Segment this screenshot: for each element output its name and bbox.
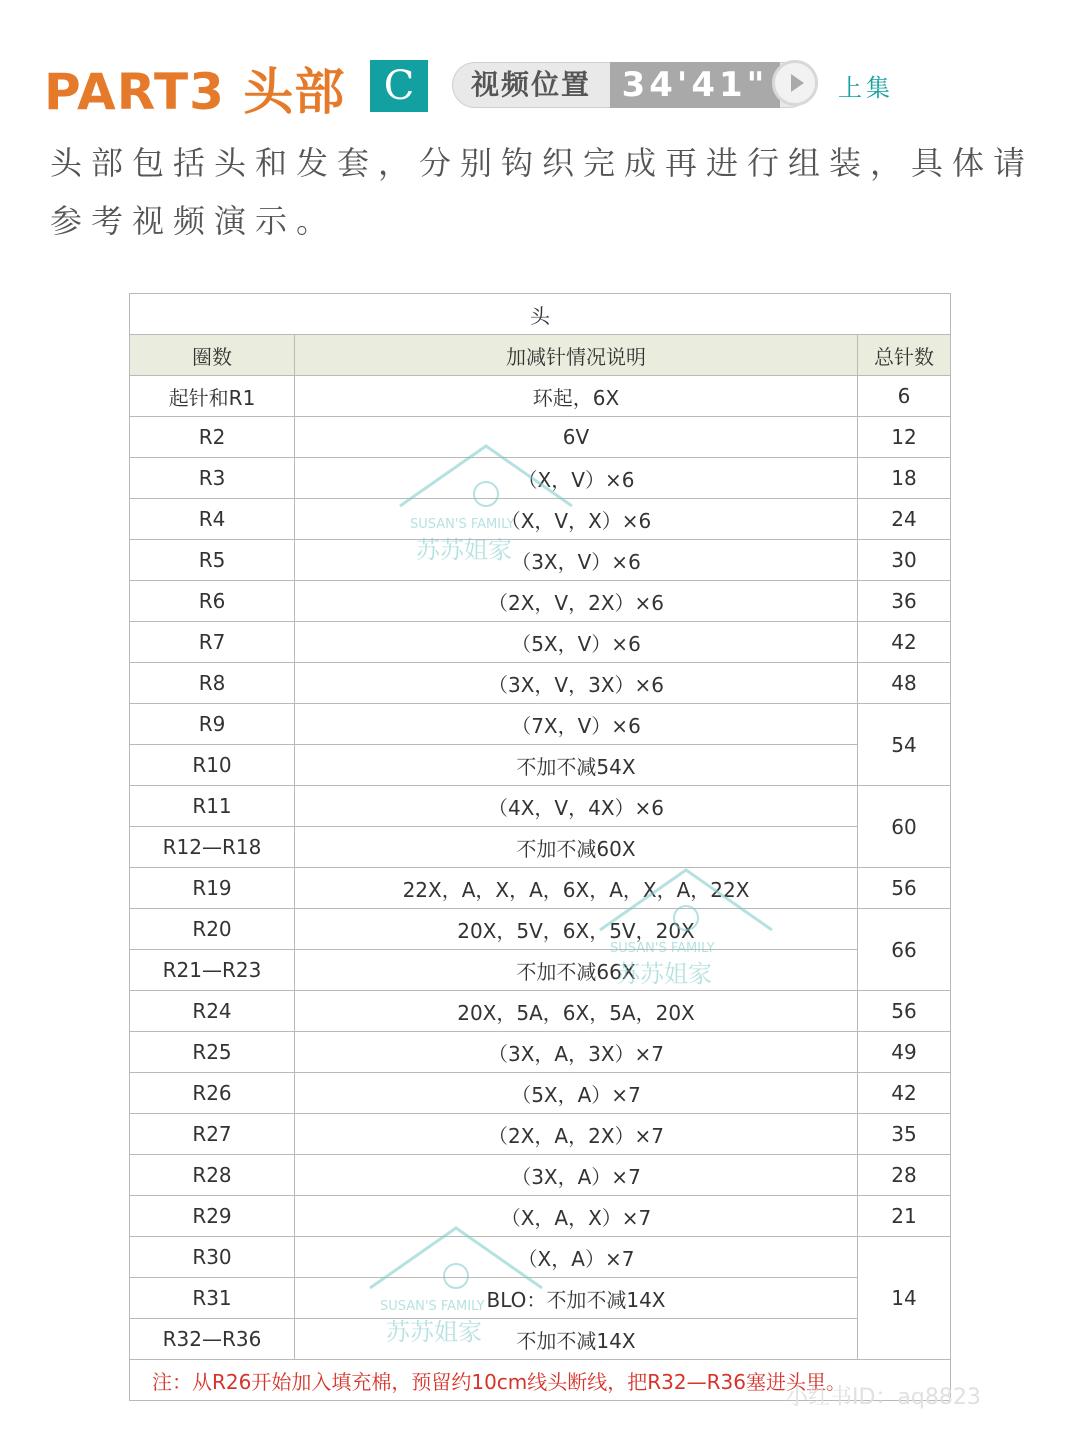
part-header: [44, 48, 1044, 121]
platform-watermark: 小红书ID：aq8823: [786, 1385, 981, 1410]
instruction-cell: （7X，V）×6: [295, 704, 858, 745]
play-icon[interactable]: [772, 60, 818, 106]
table-row: [130, 1237, 951, 1278]
round-cell: R5: [130, 540, 295, 581]
stitch-total-cell: 12: [858, 417, 951, 458]
column-header-total: 总针数: [858, 335, 951, 376]
table-row: [130, 868, 951, 909]
table-row: [130, 1278, 951, 1319]
stitch-total-cell: 14: [858, 1237, 951, 1360]
stitch-total-cell: 28: [858, 1155, 951, 1196]
table-row: [130, 1196, 951, 1237]
round-cell: 起针和R1: [130, 376, 295, 417]
stitch-total-cell: 48: [858, 663, 951, 704]
table-row: [130, 1114, 951, 1155]
stitch-total-cell: 56: [858, 991, 951, 1032]
instruction-cell: （2X，A，2X）×7: [295, 1114, 858, 1155]
instruction-cell: （3X，V，3X）×6: [295, 663, 858, 704]
round-cell: R4: [130, 499, 295, 540]
stitch-total-cell: 21: [858, 1196, 951, 1237]
table-row: [130, 499, 951, 540]
round-cell: R19: [130, 868, 295, 909]
round-cell: R3: [130, 458, 295, 499]
table-row: [130, 622, 951, 663]
round-cell: R31: [130, 1278, 295, 1319]
section-badge: C: [370, 60, 428, 112]
stitch-total-cell: 24: [858, 499, 951, 540]
table-row: [130, 950, 951, 991]
instruction-cell: （X，A，X）×7: [295, 1196, 858, 1237]
instruction-cell: 不加不减66X: [295, 950, 858, 991]
round-cell: R26: [130, 1073, 295, 1114]
instruction-cell: 不加不减60X: [295, 827, 858, 868]
table-row: [130, 458, 951, 499]
instruction-cell: 20X，5V，6X，5V，20X: [295, 909, 858, 950]
instruction-cell: BLO：不加不减14X: [295, 1278, 858, 1319]
stitch-total-cell: 30: [858, 540, 951, 581]
instruction-cell: 22X，A，X，A，6X，A，X，A，22X: [295, 868, 858, 909]
instruction-cell: （2X，V，2X）×6: [295, 581, 858, 622]
table-row: [130, 663, 951, 704]
stitch-total-cell: 6: [858, 376, 951, 417]
round-cell: R32—R36: [130, 1319, 295, 1360]
column-header-description: 加减针情况说明: [295, 335, 858, 376]
instruction-cell: （3X，A）×7: [295, 1155, 858, 1196]
table-row: [130, 1155, 951, 1196]
table-row: [130, 704, 951, 745]
instruction-cell: （X，A）×7: [295, 1237, 858, 1278]
instruction-cell: （3X，A，3X）×7: [295, 1032, 858, 1073]
round-cell: R8: [130, 663, 295, 704]
instruction-cell: （4X，V，4X）×6: [295, 786, 858, 827]
stitch-total-cell: 36: [858, 581, 951, 622]
instruction-cell: 环起，6X: [295, 376, 858, 417]
round-cell: R7: [130, 622, 295, 663]
table-row: [130, 786, 951, 827]
table-row: [130, 1032, 951, 1073]
watermark-brand-en: SUSAN'S FAMILY: [380, 1299, 485, 1314]
video-position-label: 视频位置: [470, 68, 591, 101]
round-cell: R30: [130, 1237, 295, 1278]
instruction-cell: （X，V，X）×6: [295, 499, 858, 540]
round-cell: R2: [130, 417, 295, 458]
video-position-bar[interactable]: [452, 62, 812, 108]
round-cell: R27: [130, 1114, 295, 1155]
stitch-total-cell: 54: [858, 704, 951, 786]
round-cell: R29: [130, 1196, 295, 1237]
table-row: [130, 827, 951, 868]
previous-episode-link[interactable]: 上集: [838, 74, 894, 102]
round-cell: R12—R18: [130, 827, 295, 868]
instruction-cell: （5X，A）×7: [295, 1073, 858, 1114]
video-timestamp: 34'41": [610, 62, 780, 108]
instruction-cell: 20X，5A，6X，5A，20X: [295, 991, 858, 1032]
table-row: [130, 376, 951, 417]
stitch-total-cell: 60: [858, 786, 951, 868]
round-cell: R24: [130, 991, 295, 1032]
stitch-total-cell: 35: [858, 1114, 951, 1155]
table-row: [130, 991, 951, 1032]
watermark-brand-en: SUSAN'S FAMILY: [610, 941, 715, 956]
stitch-total-cell: 18: [858, 458, 951, 499]
stitch-total-cell: 49: [858, 1032, 951, 1073]
round-cell: R25: [130, 1032, 295, 1073]
instruction-cell: 不加不减14X: [295, 1319, 858, 1360]
table-row: [130, 417, 951, 458]
round-cell: R21—R23: [130, 950, 295, 991]
instruction-cell: （3X，V）×6: [295, 540, 858, 581]
table-row: [130, 745, 951, 786]
round-cell: R6: [130, 581, 295, 622]
column-header-round: 圈数: [130, 335, 295, 376]
stitch-total-cell: 66: [858, 909, 951, 991]
table-row: [130, 909, 951, 950]
watermark-brand-cn: 苏苏姐家: [616, 960, 712, 988]
watermark-brand-cn: 苏苏姐家: [386, 1318, 482, 1346]
round-cell: R20: [130, 909, 295, 950]
stitch-total-cell: 56: [858, 868, 951, 909]
part-title: PART3 头部: [44, 63, 346, 121]
table-note: 注：从R26开始加入填充棉，预留约10cm线头断线，把R32—R36塞进头里。: [130, 1360, 951, 1401]
instruction-cell: （5X，V）×6: [295, 622, 858, 663]
stitch-total-cell: 42: [858, 1073, 951, 1114]
table-title: 头: [130, 294, 951, 335]
intro-text: 头部包括头和发套，分别钩织完成再进行组装，具体请参考视频演示。: [50, 144, 1035, 240]
table-row: [130, 1073, 951, 1114]
instruction-cell: 不加不减54X: [295, 745, 858, 786]
table-row: [130, 1319, 951, 1360]
watermark-brand-en: SUSAN'S FAMILY: [410, 517, 515, 532]
instruction-cell: 6V: [295, 417, 858, 458]
pattern-table: [129, 293, 951, 1401]
instruction-cell: （X，V）×6: [295, 458, 858, 499]
round-cell: R11: [130, 786, 295, 827]
round-cell: R28: [130, 1155, 295, 1196]
watermark-brand-cn: 苏苏姐家: [416, 536, 512, 564]
stitch-total-cell: 42: [858, 622, 951, 663]
round-cell: R9: [130, 704, 295, 745]
table-row: [130, 540, 951, 581]
table-row: [130, 581, 951, 622]
round-cell: R10: [130, 745, 295, 786]
